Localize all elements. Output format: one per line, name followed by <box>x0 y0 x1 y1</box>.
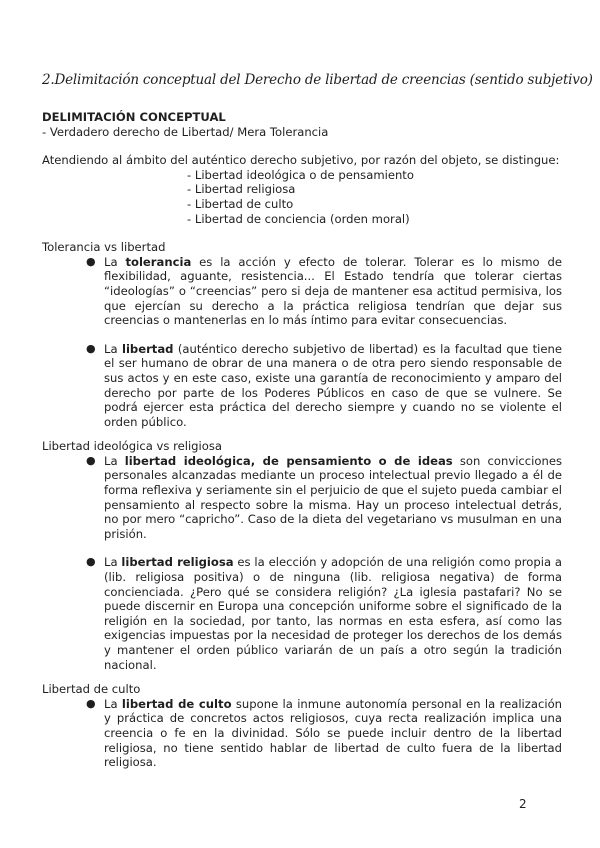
distinction-item: - Libertad de conciencia (orden moral) <box>187 212 562 227</box>
subsection-heading-tolerancia: Tolerancia vs libertad <box>42 240 166 255</box>
distinction-intro: Atendiendo al ámbito del auténtico derecho subjetivo, por razón del objeto, se distingue: <box>42 153 560 168</box>
list-item: ● La libertad religiosa es la elección y adopción de una religión como propia a (lib. religiosa positiva) o de ninguna (lib. religiosa negativa) de forma concienciada. ¿Pero qué se considera religión? ¿La iglesia pastafari? No se puede discernir en Europa una concepción uniforme sobre el significado de la religión en la sociedad, por tanto, las normas en esta esfera, así como las exigencias impuestas por la necesidad de proteger los derechos de los demás y mantener el orden público variarán de un país a otro según la tradición nacional. <box>86 555 562 672</box>
term-bold: libertad ideológica, de pensamiento o de ideas <box>124 453 453 468</box>
document-body <box>42 110 562 770</box>
intro-line: - Verdadero derecho de Libertad/ Mera Tolerancia <box>42 124 329 139</box>
subsection-heading-ideologica: Libertad ideológica vs religiosa <box>42 439 222 454</box>
bullet-list <box>42 697 562 770</box>
list-item: ● La libertad ideológica, de pensamiento o de ideas son convicciones personales alcanzadas mediante un proceso intelectual previo llegado a él de forma reflexiva y seriamente sin el perjuicio de que el sujeto pueda cambiar el pensamiento al respecto sobre la misma. Hay un proceso intelectual detrás, no por mero “capricho”. Caso de la dieta del vegetariano vs musulman en una prisión. <box>86 453 562 541</box>
subsection-heading-culto: Libertad de culto <box>42 682 141 697</box>
bullet-icon: ● <box>86 341 96 355</box>
list-item: ● La tolerancia es la acción y efecto de tolerar. Tolerar es lo mismo de flexibilidad, aguante, resistencia... El Estado tendría que tolerar ciertas “ideologías” o “creencias” pero si deja de mantener esa actitud permisiva, los que ejercían su derecho a la práctica religiosa tendrían que dejar sus creencias o mantenerlas en lo más íntimo para evitar consecuencias. <box>86 254 562 328</box>
section-heading: DELIMITACIÓN CONCEPTUAL <box>42 110 226 124</box>
bullet-list <box>42 454 562 672</box>
list-item: ● La libertad de culto supone la inmune autonomía personal en la realización y práctica de concretos actos religiosos, cuya recta realización implica una creencia o fe en la divinidad. Sólo se puede incluir dentro de la libertad religiosa, no tiene sentido hablar de libertad de culto fuera de la libertad religiosa. <box>86 696 563 770</box>
bullet-icon: ● <box>86 555 96 569</box>
term-bold: tolerancia <box>125 254 192 269</box>
distinction-item: - Libertad religiosa <box>187 182 562 197</box>
bullet-icon: ● <box>86 453 96 467</box>
bullet-list <box>42 255 562 430</box>
term-bold: libertad de culto <box>121 696 232 711</box>
page-number: 2 <box>519 797 527 811</box>
bullet-icon: ● <box>86 254 96 268</box>
distinction-list <box>42 168 562 226</box>
page-title: 2.Delimitación conceptual del Derecho de libertad de creencias (sentido subjetivo) <box>42 72 593 88</box>
bullet-icon: ● <box>86 696 96 710</box>
distinction-item: - Libertad de culto <box>187 197 562 212</box>
distinction-item: - Libertad ideológica o de pensamiento <box>187 168 562 183</box>
list-item: ● La libertad (auténtico derecho subjetivo de libertad) es la facultad que tiene el ser humano de obrar de una manera o de otra pero siendo responsable de sus actos y en este caso, existe una garantía de reconocimiento y amparo del derecho por parte de los Poderes Públicos en caso de que se vulnere. Se podrá ejercer esta práctica del derecho siempre y cuando no se violente el orden público. <box>86 341 563 429</box>
term-bold: libertad <box>121 341 174 356</box>
term-bold: libertad religiosa <box>121 555 234 570</box>
